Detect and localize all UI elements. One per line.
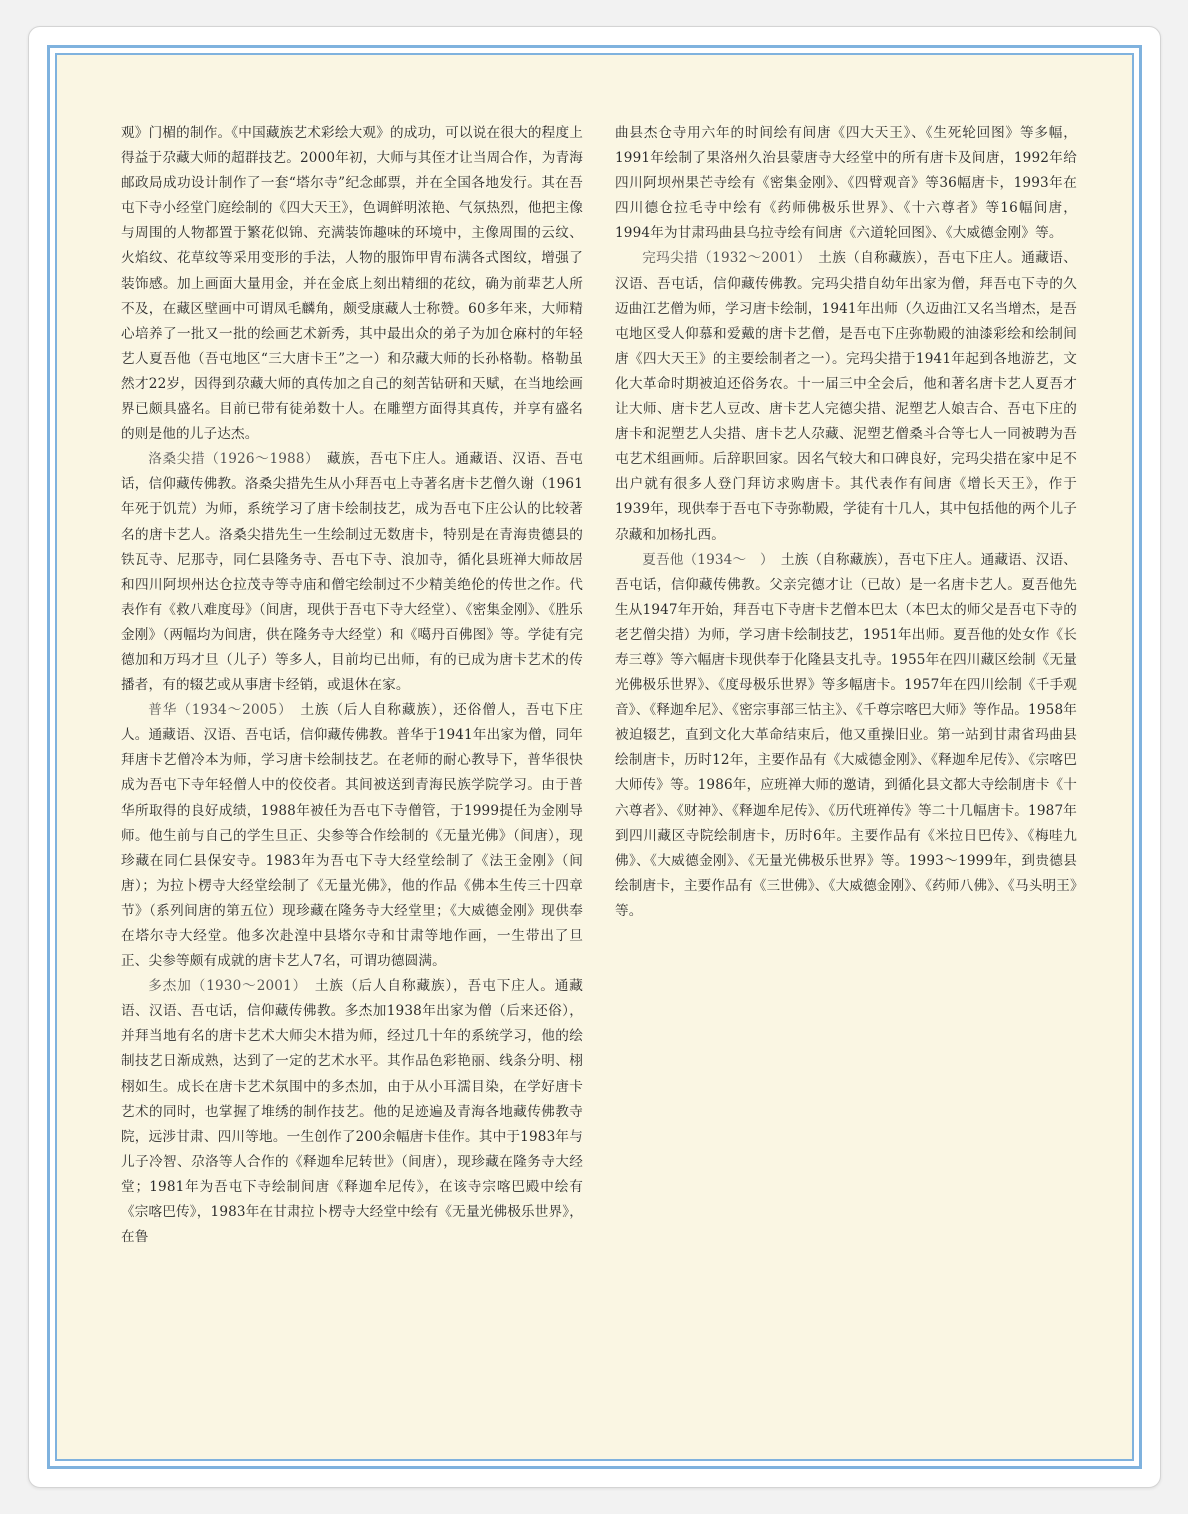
paragraph <box>121 447 583 698</box>
left-column <box>121 121 583 1246</box>
person-name: 夏吾他（1934～ ） <box>642 551 768 568</box>
paragraph <box>615 548 1077 924</box>
paragraph <box>615 246 1077 547</box>
paragraph: 曲县杰仓寺用六年的时间绘有间唐《四大天王》、《生死轮回图》等多幅，1991年绘制了果洛州久治县蒙唐寺大经堂中的所有唐卡及间唐，1992年给四川阿坝州果芒寺绘有《密集金刚》、《四臂观音》等36幅唐卡，1993年在四川德仓拉毛寺中绘有《药师佛极乐世界》、《十六尊者》等16幅间唐，1994年为甘肃玛曲县乌拉寺绘有间唐《六道轮回图》、《大威德金刚》等。 <box>615 125 1077 242</box>
paragraph-text: 土族（自称藏族），吾屯下庄人。通藏语、汉语、吾屯话，信仰藏传佛教。完玛尖措自幼年出家为僧，拜吾屯下寺的久迈曲江艺僧为师，学习唐卡绘制，1941年出师（久迈曲江又名当增杰，是吾屯地区受人仰慕和爱戴的唐卡艺僧，是吾屯下庄弥勒殿的油漆彩绘和绘制间唐《四大天王》的主要绘制者之一）。完玛尖措于1941年起到各地游艺，文化大革命时期被迫还俗务农。十一届三中全会后，他和著名唐卡艺人夏吾才让大师、唐卡艺人豆改、唐卡艺人完德尖措、泥塑艺人娘吉合、吾屯下庄的唐卡和泥塑艺人尖措、唐卡艺人尕藏、泥塑艺僧桑斗合等七人一同被聘为吾屯艺术组画师。后辞职回家。因名气较大和口碑良好，完玛尖措在家中足不出户就有很多人登门拜访求购唐卡。其代表作有间唐《增长天王》，作于1939年，现供奉于吾屯下寺弥勒殿，学徒有十几人，其中包括他的两个儿子尕藏和加杨扎西。 <box>615 250 1077 543</box>
paragraph-text: 土族（自称藏族），吾屯下庄人。通藏语、汉语、吾屯话，信仰藏传佛教。父亲完德才让（已故）是一名唐卡艺人。夏吾他先生从1947年开始，拜吾屯下寺唐卡艺僧本巴太（本巴太的师父是吾屯下寺的老艺僧尖措）为师，学习唐卡绘制技艺，1951年出师。夏吾他的处女作《长寿三尊》等六幅唐卡现供奉于化隆县支扎寺。1955年在四川藏区绘制《无量光佛极乐世界》、《度母极乐世界》等多幅唐卡。1957年在四川绘制《千手观音》、《释迦牟尼》、《密宗事部三怙主》、《千尊宗喀巴大师》等作品。1958年被迫辍艺，直到文化大革命结束后，他又重操旧业。第一站到甘肃省玛曲县绘制唐卡，历时12年，主要作品有《大威德金刚》、《释迦牟尼传》、《宗喀巴大师传》等。1986年，应班禅大师的邀请，到循化县文都大寺绘制唐卡《十六尊者》、《财神》、《释迦牟尼传》、《历代班禅传》等二十几幅唐卡。1987年到四川藏区寺院绘制唐卡，历时6年。主要作品有《米拉日巴传》、《梅哇九佛》、《大威德金刚》、《无量光佛极乐世界》等。1993～1999年，到贵德县绘制唐卡，主要作品有《三世佛》、《大威德金刚》、《药师八佛》、《马头明王》等。 <box>615 551 1077 919</box>
paragraph-text: 土族（后人自称藏族），还俗僧人，吾屯下庄人。通藏语、汉语、吾屯话，信仰藏传佛教。普华于1941年出家为僧，同年拜唐卡艺僧冷本为师，学习唐卡绘制技艺。在老师的耐心教导下，普华很快成为吾屯下寺年轻僧人中的佼佼者。其间被送到青海民族学院学习。由于普华所取得的良好成绩，1988年被任为吾屯下寺僧管，于1999提任为金刚导师。他生前与自己的学生旦正、尖参等合作绘制的《无量光佛》（间唐），现珍藏在同仁县保安寺。1983年为吾屯下寺大经堂绘制了《法王金刚》（间唐）；为拉卜楞寺大经堂绘制了《无量光佛》，他的作品《佛本生传三十四章节》（系列间唐的第五位）现珍藏在隆务寺大经堂里；《大威德金刚》现供奉在塔尔寺大经堂。他多次赴湟中县塔尔寺和甘肃等地作画，一生带出了旦正、尖参等颇有成就的唐卡艺人7名，可谓功德圆满。 <box>121 702 583 970</box>
person-name: 完玛尖措（1932～2001） <box>642 250 805 267</box>
person-name: 多杰加（1930～2001） <box>148 978 301 995</box>
paragraph-text: 土族（后人自称藏族），吾屯下庄人。通藏语、汉语、吾屯话，信仰藏传佛教。多杰加1938年出家为僧（后来还俗），并拜当地有名的唐卡艺术大师尖木措为师，经过几十年的系统学习，他的绘制技艺日渐成熟，达到了一定的艺术水平。其作品色彩艳丽、线条分明、栩栩如生。成长在唐卡艺术氛围中的多杰加，由于从小耳濡目染，在学好唐卡艺术的同时，也掌握了堆绣的制作技艺。他的足迹遍及青海各地藏传佛教寺院，远涉甘肃、四川等地。一生创作了200余幅唐卡佳作。其中于1983年与儿子冷智、尕洛等人合作的《释迦牟尼转世》（间唐），现珍藏在隆务寺大经堂；1981年为吾屯下寺绘制间唐《释迦牟尼传》，在该寺宗喀巴殿中绘有《宗喀巴传》，1983年在甘肃拉卜楞寺大经堂中绘有《无量光佛极乐世界》，在鲁 <box>121 978 583 1246</box>
person-name: 普华（1934～2005） <box>148 702 286 719</box>
paragraph-text: 藏族，吾屯下庄人。通藏语、汉语、吾屯话，信仰藏传佛教。洛桑尖措先生从小拜吾屯上寺著名唐卡艺僧久谢（1961年死于饥荒）为师，系统学习了唐卡绘制技艺，成为吾屯下庄公认的比较著名的唐卡艺人。洛桑尖措先生一生绘制过无数唐卡，特别是在青海贵德县的铁瓦寺、尼那寺，同仁县隆务寺、吾屯下寺、浪加寺，循化县班禅大师故居和四川阿坝州达仓拉茂寺等寺庙和僧宅绘制过不少精美绝伦的传世之作。代表作有《救八难度母》（间唐，现供于吾屯下寺大经堂）、《密集金刚》、《胜乐金刚》（两幅均为间唐，供在隆务寺大经堂）和《噶丹百佛图》等。学徒有完德加和万玛才旦（儿子）等多人，目前均已出师，有的已成为唐卡艺术的传播者，有的辍艺或从事唐卡经销，或退休在家。 <box>121 451 583 694</box>
person-name: 洛桑尖措（1926～1988） <box>148 451 313 468</box>
paragraph <box>121 698 583 974</box>
paragraph: 观》门楣的制作。《中国藏族艺术彩绘大观》的成功，可以说在很大的程度上得益于尕藏大师的超群技艺。2000年初，大师与其侄才让当周合作，为青海邮政局成功设计制作了一套“塔尔寺”纪念邮票，并在全国各地发行。其在吾屯下寺小经堂门庭绘制的《四大天王》，色调鲜明浓艳、气氛热烈，他把主像与周围的人物都置于繁花似锦、充满装饰趣味的环境中，主像周围的云纹、火焰纹、花草纹等采用变形的手法，人物的服饰甲胄布满各式图纹，增强了装饰感。加上画面大量用金，并在金底上刻出精细的花纹，确为前辈艺人所不及，在藏区壁画中可谓凤毛麟角，颇受康藏人士称赞。60多年来，大师精心培养了一批又一批的绘画艺术新秀，其中最出众的弟子为加仓麻村的年轻艺人夏吾他（吾屯地区“三大唐卡王”之一）和尕藏大师的长孙格勒。格勒虽然才22岁，因得到尕藏大师的真传加之自己的刻苦钻研和天赋，在当地绘画界已颇具盛名。目前已带有徒弟数十人。在雕塑方面得其真传，并享有盛名的则是他的儿子达杰。 <box>121 125 583 443</box>
document-page <box>121 121 1077 1246</box>
page-card <box>28 26 1161 1488</box>
right-column <box>615 121 1077 1185</box>
paragraph <box>121 974 583 1250</box>
